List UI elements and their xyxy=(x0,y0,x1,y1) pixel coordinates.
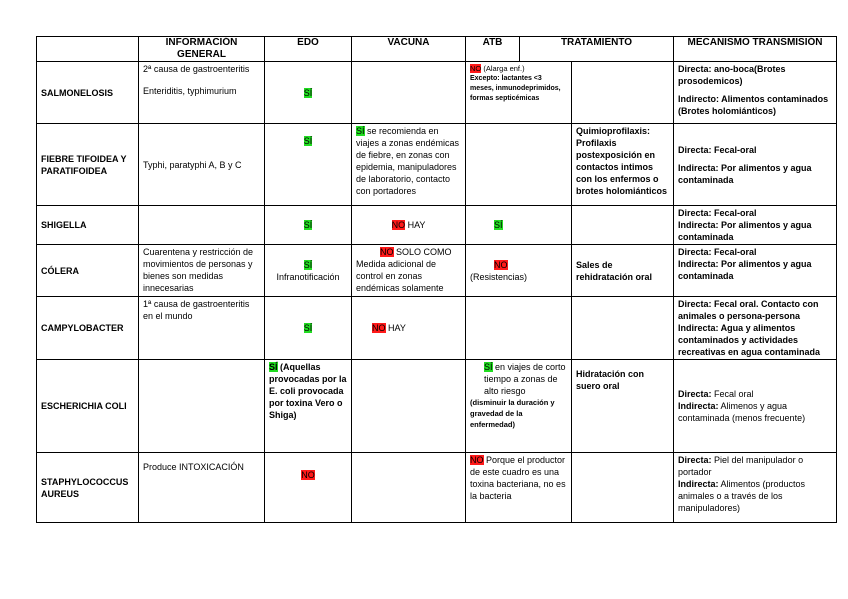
atb-cell xyxy=(466,360,572,453)
atb-text: (Resistencias) xyxy=(470,271,528,282)
transmision-label: Directa: xyxy=(678,455,712,465)
edo-text: (Aquellas provocadas por la E. coli provocada por toxina Vero o Shiga) xyxy=(269,362,347,420)
transmision-label: Indirecta: xyxy=(678,479,719,489)
edo-cell xyxy=(265,297,352,360)
atb-cell xyxy=(466,245,572,297)
edo-cell xyxy=(265,124,352,206)
si-badge: SÍ xyxy=(484,362,493,372)
transmision-direct: Directa: Fecal oral. Contacto con animales o persona-persona xyxy=(678,299,819,321)
header-edo: EDO xyxy=(265,37,352,62)
row-escherichia xyxy=(37,360,837,453)
transmision-label: Directa: xyxy=(678,389,712,399)
si-badge: SÍ xyxy=(303,259,313,270)
atb-text: Porque el productor de este cuadro es una toxina bacteriana, no es la bacteria xyxy=(470,455,566,501)
edo-cell xyxy=(265,206,352,245)
atb-text: en viajes de corto tiempo a zonas de alto riesgo xyxy=(484,362,566,396)
atb-cell xyxy=(466,206,572,245)
edo-cell xyxy=(265,453,352,523)
vacuna-cell xyxy=(352,245,466,297)
tratamiento-cell xyxy=(572,62,674,124)
header-row xyxy=(37,37,837,62)
row-colera xyxy=(37,245,837,297)
header-info: INFORMACIÓN GENERAL xyxy=(139,37,265,62)
no-badge: NO xyxy=(470,455,484,465)
vacuna-cell xyxy=(352,297,466,360)
transmision-cell xyxy=(674,297,837,360)
header-transmision: MECANISMO TRANSMISIÓN xyxy=(674,37,837,62)
tratamiento-cell: Hidratación con suero oral xyxy=(572,360,674,453)
header-tratamiento: TRATAMIENTO xyxy=(520,37,674,62)
tratamiento-cell: Sales de rehidratación oral xyxy=(572,245,674,297)
disease-name: CÓLERA xyxy=(37,245,139,297)
transmision-indirect: Indirecta: Por alimentos y agua contaminada xyxy=(678,162,812,185)
transmision-cell xyxy=(674,245,837,297)
info-cell xyxy=(139,62,265,124)
transmision-cell xyxy=(674,453,837,523)
disease-name: ESCHERICHIA COLI xyxy=(37,360,139,453)
si-badge: SÍ xyxy=(303,136,313,146)
info-cell: Typhi, paratyphi A, B y C xyxy=(139,124,265,206)
vacuna-cell xyxy=(352,360,466,453)
transmision-direct: Directa: Fecal-oral xyxy=(678,208,757,218)
transmision-cell xyxy=(674,62,837,124)
no-badge: NO xyxy=(380,247,394,257)
transmision-indirect: Indirecta: Por alimentos y agua contaminada xyxy=(678,259,812,281)
no-badge: NO xyxy=(372,323,386,333)
atb-cell xyxy=(466,453,572,523)
disease-name: FIEBRE TIFOIDEA Y PARATIFOIDEA xyxy=(37,124,139,206)
header-atb: ATB xyxy=(466,37,520,62)
si-badge: SÍ xyxy=(303,220,313,230)
atb-cell xyxy=(466,62,572,124)
vacuna-text: SOLO COMO xyxy=(393,247,452,257)
tratamiento-cell xyxy=(572,206,674,245)
tratamiento-cell xyxy=(572,453,674,523)
vacuna-note: Medida adicional de control en zonas endémicas solamente xyxy=(356,259,444,293)
edo-cell xyxy=(265,62,352,124)
transmision-indirect: Indirecta: Agua y alimentos contaminados y actividades recreativas en agua contaminada xyxy=(678,323,821,357)
si-badge: SÍ xyxy=(269,362,278,372)
vacuna-cell xyxy=(352,62,466,124)
atb-cell xyxy=(466,297,572,360)
transmision-indirect: Alimenos y agua contaminada (menos frecuente) xyxy=(678,401,806,423)
tratamiento-cell: Quimioprofilaxis: Profilaxis postexposición en contactos intimos con los enfermos o brotes holomiánticos xyxy=(572,124,674,206)
atb-text: (Alarga enf.) xyxy=(481,64,525,73)
vacuna-cell xyxy=(352,124,466,206)
transmision-indirect: Indirecta: Por alimentos y agua contaminada xyxy=(678,220,812,242)
info-cell xyxy=(139,206,265,245)
transmision-direct: Directa: ano-boca(Brotes prosodemicos) xyxy=(678,64,786,86)
transmision-indirect: Alimentos (productos animales o a través de los manipuladores) xyxy=(678,479,806,513)
no-badge: NO xyxy=(494,259,508,270)
si-badge: SÍ xyxy=(494,220,503,230)
edo-note: Infranotificación xyxy=(276,271,340,282)
si-badge: SÍ xyxy=(356,126,365,136)
row-fiebre xyxy=(37,124,837,206)
si-badge: SÍ xyxy=(303,323,313,333)
edo-cell xyxy=(265,360,352,453)
row-campylobacter xyxy=(37,297,837,360)
row-staphylococcus xyxy=(37,453,837,523)
transmision-direct: Fecal oral xyxy=(711,389,754,399)
vacuna-text: HAY xyxy=(385,323,406,333)
vacuna-text: se recomienda en viajes a zonas endémicas de fiebre, en zonas con epidemia, manipuladores de laboratorio, contacto con portadores xyxy=(356,126,460,196)
si-badge: SÍ xyxy=(303,87,313,98)
transmision-cell xyxy=(674,360,837,453)
atb-cell xyxy=(466,124,572,206)
transmision-label: Indirecta: xyxy=(678,401,719,411)
disease-name: STAPHYLOCOCCUS AUREUS xyxy=(37,453,139,523)
header-vacuna: VACUNA xyxy=(352,37,466,62)
transmision-cell xyxy=(674,206,837,245)
transmision-cell xyxy=(674,124,837,206)
header-blank xyxy=(37,37,139,62)
vacuna-text: HAY xyxy=(405,220,426,230)
vacuna-cell xyxy=(352,206,466,245)
transmision-direct: Piel del manipulador o portador xyxy=(678,455,804,477)
info-text: 2ª causa de gastroenteritis xyxy=(143,64,250,74)
disease-name: SALMONELOSIS xyxy=(37,62,139,124)
info-cell: 1ª causa de gastroenteritis en el mundo xyxy=(139,297,265,360)
atb-note: Excepto: lactantes <3 meses, inmunodeprimidos, formas septicémicas xyxy=(470,75,561,102)
no-badge: NO xyxy=(470,64,482,73)
vacuna-cell xyxy=(352,453,466,523)
transmision-direct: Directa: Fecal-oral xyxy=(678,247,757,257)
transmision-indirect: Indirecto: Alimentos contaminados (Brotes holomiánticos) xyxy=(678,94,829,116)
info-cell xyxy=(139,360,265,453)
info-text: Enteriditis, typhimurium xyxy=(143,86,237,96)
tratamiento-cell xyxy=(572,297,674,360)
no-badge: NO xyxy=(391,220,406,230)
disease-name: SHIGELLA xyxy=(37,206,139,245)
disease-table xyxy=(36,36,837,523)
atb-note: (disminuir la duración y gravedad de la enfermedad) xyxy=(470,398,555,429)
no-badge: NO xyxy=(301,470,315,480)
row-shigella xyxy=(37,206,837,245)
edo-cell xyxy=(265,245,352,297)
row-salmonelosis xyxy=(37,62,837,124)
info-cell: Cuarentena y restricción de movimientos de personas y bienes son medidas innecesarias xyxy=(139,245,265,297)
transmision-direct: Directa: Fecal-oral xyxy=(678,144,757,155)
disease-name: CAMPYLOBACTER xyxy=(37,297,139,360)
info-cell: Produce INTOXICACIÓN xyxy=(139,453,265,523)
